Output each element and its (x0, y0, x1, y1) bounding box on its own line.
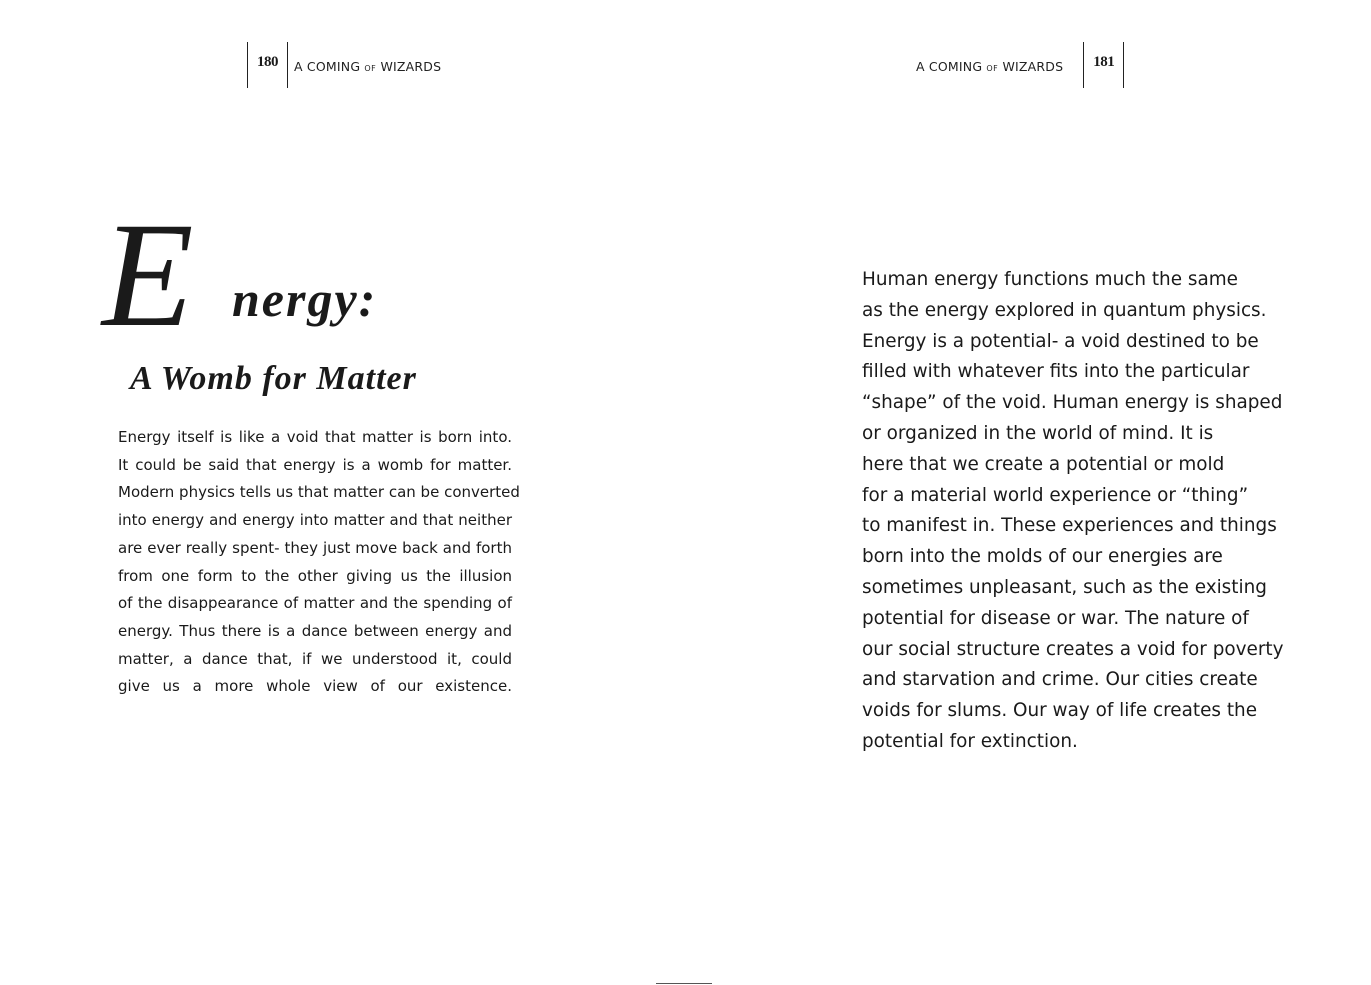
text-line: voids for slums. Our way of life creates the (862, 700, 1258, 722)
text-line: as the energy explored in quantum physics. (862, 299, 1267, 321)
left-body-paragraph (118, 424, 520, 701)
left-page (0, 0, 685, 985)
text-line: from one form to the other giving us the illusion (118, 566, 512, 585)
left-running-header (247, 42, 447, 88)
page-number: 181 (1093, 53, 1115, 70)
text-line: Modern physics tells us that matter can be converted (118, 483, 520, 502)
text-line: our social structure creates a void for poverty (862, 638, 1284, 660)
text-line: or organized in the world of mind. It is (862, 422, 1214, 444)
text-line: “shape” of the void. Human energy is shaped (862, 392, 1283, 414)
text-line: to manifest in. These experiences and things (862, 515, 1277, 537)
chapter-title-text: nergy: (232, 271, 378, 327)
running-title-part: WIZARDS (998, 59, 1064, 74)
text-line: It could be said that energy is a womb for matter. (118, 455, 512, 474)
text-line: for a material world experience or “thing” (862, 484, 1249, 506)
text-line: potential for disease or war. The nature of (862, 607, 1249, 629)
running-title-part: A COMING (916, 59, 987, 74)
right-page (686, 0, 1371, 985)
text-line: Energy is a potential- a void destined to be (862, 330, 1259, 352)
right-body-paragraph (862, 265, 1284, 758)
gutter-divider (656, 983, 712, 984)
text-line: here that we create a potential or mold (862, 453, 1225, 475)
chapter-subtitle: A Womb for Matter (130, 360, 417, 397)
running-title (288, 59, 447, 74)
page-number: 180 (257, 53, 278, 70)
running-title-part: WIZARDS (376, 59, 442, 74)
text-line: into energy and energy into matter and that neither (118, 511, 512, 530)
text-line: filled with whatever fits into the particular (862, 361, 1250, 383)
running-title-part: OF (364, 64, 377, 73)
text-line: give us a more whole view of our existence. (118, 677, 512, 696)
right-running-header (910, 42, 1124, 88)
text-line: sometimes unpleasant, such as the existing (862, 576, 1267, 598)
text-line: matter, a dance that, if we understood it, could (118, 649, 512, 668)
text-line: Energy itself is like a void that matter is born into. (118, 428, 512, 446)
text-line: Human energy functions much the same (862, 269, 1238, 290)
header-rule (1123, 42, 1124, 88)
running-title (910, 59, 1069, 74)
text-line: energy. Thus there is a dance between energy and (118, 621, 512, 640)
text-line: of the disappearance of matter and the spending of (118, 594, 512, 613)
text-line: potential for extinction. (862, 730, 1078, 752)
text-line: born into the molds of our energies are (862, 546, 1223, 568)
drop-cap: E (102, 192, 194, 358)
text-line: and starvation and crime. Our cities create (862, 669, 1258, 691)
running-title-part: OF (986, 64, 999, 73)
text-line: are ever really spent- they just move back and forth (118, 538, 512, 557)
running-title-part: A COMING (294, 59, 365, 74)
